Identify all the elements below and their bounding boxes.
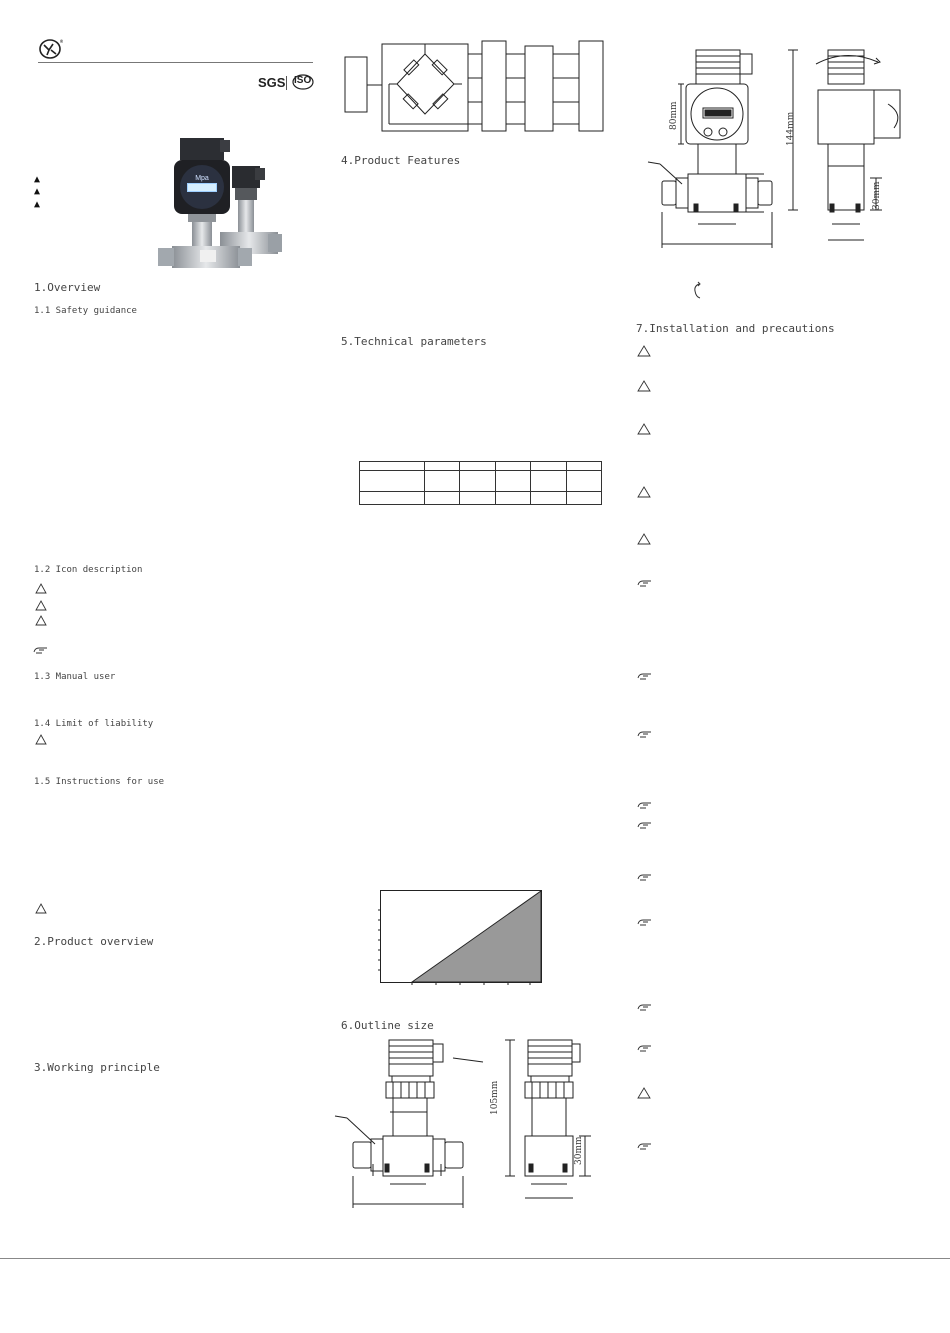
dimension-label-144: 144mm — [786, 111, 796, 146]
subsection-icon-description: 1.2 Icon description — [34, 565, 143, 575]
pointing-hand-icon — [637, 672, 652, 680]
outline-size-drawing — [335, 1036, 600, 1212]
bullet-triangle-icon: ▲ — [34, 186, 41, 197]
pointing-hand-icon — [637, 1142, 652, 1150]
pointing-hand-icon — [637, 730, 652, 738]
pointing-hand-icon — [637, 801, 652, 809]
subsection-safety-guidance: 1.1 Safety guidance — [34, 306, 137, 316]
warning-triangle-icon — [637, 380, 651, 392]
section-heading-product-features: 4.Product Features — [341, 154, 461, 167]
subsection-limit-of-liability: 1.4 Limit of liability — [34, 719, 154, 729]
section-heading-installation: 7.Installation and precautions — [636, 322, 835, 335]
subsection-instructions-for-use: 1.5 Instructions for use — [34, 777, 165, 787]
technical-parameters-table — [359, 461, 602, 505]
pointing-hand-icon — [637, 1044, 652, 1052]
pressure-range-chart — [372, 888, 546, 986]
working-principle-diagram — [344, 40, 606, 134]
warning-triangle-icon — [637, 345, 651, 357]
warning-triangle-icon — [35, 615, 47, 626]
company-logo-icon — [38, 38, 64, 60]
warning-triangle-icon — [637, 486, 651, 498]
display-unit: Mpa — [195, 175, 209, 182]
pointing-hand-icon — [33, 646, 48, 654]
pointing-hand-icon — [637, 579, 652, 587]
product-photo — [150, 128, 300, 278]
rotation-icon — [693, 282, 703, 300]
warning-triangle-icon — [35, 903, 47, 914]
section-heading-overview: 1.Overview — [34, 281, 101, 294]
header-divider — [38, 62, 313, 63]
footer-divider — [0, 1258, 950, 1259]
warning-triangle-icon — [637, 1087, 651, 1099]
bullet-triangle-icon: ▲ — [34, 199, 41, 210]
bullet-triangle-icon: ▲ — [34, 174, 41, 185]
section-heading-technical-parameters: 5.Technical parameters — [341, 335, 487, 348]
dimension-label-30-right: 30mm — [872, 181, 882, 210]
warning-triangle-icon — [35, 583, 47, 594]
svg-text:®: ® — [60, 39, 64, 45]
subsection-manual-user: 1.3 Manual user — [34, 672, 116, 682]
section-heading-product-overview: 2.Product overview — [34, 935, 154, 948]
pointing-hand-icon — [637, 873, 652, 881]
dimension-label-80: 80mm — [669, 101, 679, 130]
pointing-hand-icon — [637, 1003, 652, 1011]
warning-triangle-icon — [637, 423, 651, 435]
dimension-label-30: 30mm — [574, 1136, 584, 1165]
pointing-hand-icon — [637, 918, 652, 926]
iso-certification-logo: ISO — [292, 74, 314, 90]
cert-divider — [286, 76, 287, 90]
section-heading-working-principle: 3.Working principle — [34, 1061, 160, 1074]
section-heading-outline-size: 6.Outline size — [341, 1019, 434, 1032]
sgs-certification-logo: SGS — [258, 75, 286, 90]
warning-triangle-icon — [35, 600, 47, 611]
dimension-label-105: 105mm — [490, 1080, 500, 1115]
warning-triangle-icon — [35, 734, 47, 745]
pointing-hand-icon — [637, 821, 652, 829]
outline-size-drawing-digital — [648, 44, 888, 304]
warning-triangle-icon — [637, 533, 651, 545]
